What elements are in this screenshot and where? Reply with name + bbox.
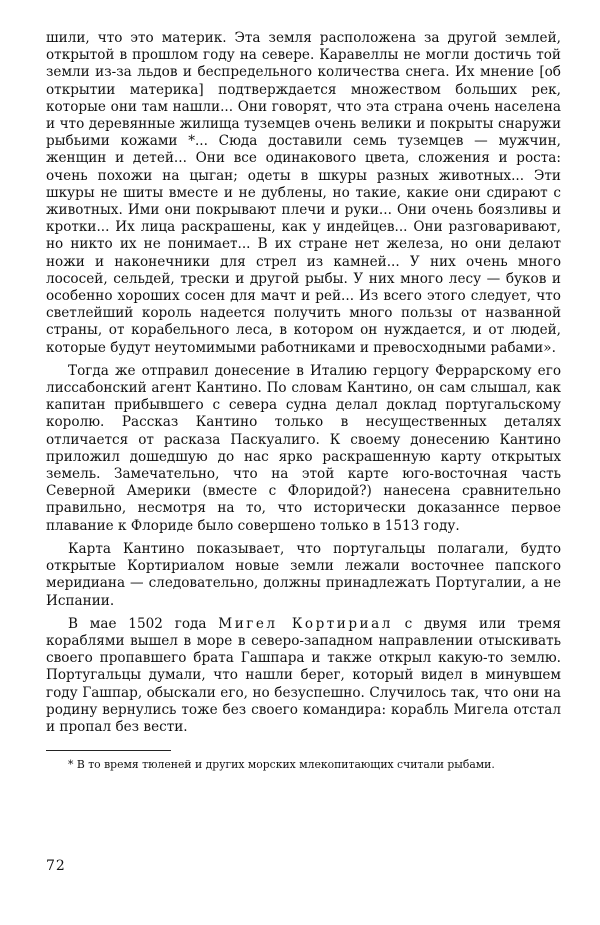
book-page <box>46 30 561 772</box>
paragraph-miguel-corte-real <box>46 616 561 736</box>
paragraph-lead-text: В мае 1502 года <box>68 615 207 632</box>
page-number: 72 <box>46 858 66 874</box>
footnote-divider <box>46 750 171 751</box>
paragraph-body-text: с двумя или тремя кораблями вышел в море в северо-западном направлении отыскивать своего пропавшего брата Гашпара и также открыл какую-то землю. Португальцы думали, что нашли берег, который видел в минувшем году Гашпар, обыскали его, но безуспешно. Случилось так, что они на родину вернулись тоже без своего командира: корабль Мигела отстал и пропал без вести. <box>46 615 561 735</box>
paragraph-pascualigo-quote: шили, что это материк. Эта земля расположена за другой землей, открытой в прошлом году на севере. Каравеллы не могли достичь той земли из-за льдов и беспредельного количества снега. Их мнение [об открытии материка] подтверждается множеством больших рек, которые они там нашли... Они говорят, что эта страна очень населена и что деревянные жилища туземцев очень велики и покрыты снаружи рыбьими кожами *... Сюда доставили семь туземцев — мужчин, женщин и детей... Они все одинакового цвета, сложения и роста: очень похожи на цыган; одеты в шкуры разных животных... Эти шкуры не шиты вместе и не дублены, но такие, какие они сдирают с животных. Ими они покрывают плечи и руки... Они очень боязливы и кротки... Их лица раскрашены, как у индейцев... Они разговаривают, но никто их не понимает... В их стране нет железа, но они делают ножи и наконечники для стрел из камней... У них очень много лососей, сельдей, трески и другой рыбы. У них много лесу — буков и особенно хороших сосен для мачт и рей... Из всего этого следует, что светлейший король надеется получить много пользы от названной страны, от корабельного леса, в котором он нуждается, и от людей, которые будут неутомимыми работниками и превосходными рабами». <box>46 30 561 356</box>
footnote: * В то время тюленей и других морских млекопитающих считали рыбами. <box>68 758 495 772</box>
paragraph-cantino-report: Тогда же отправил донесение в Италию герцогу Феррарскому его лиссабонский агент Кантино. По словам Кантино, он сам слышал, как капитан прибывшего с севера судна делал доклад португальскому королю. Рассказ Кантино только в несущественных деталях отличается от расказа Паскуалиго. К своему донесению Кантино приложил дошедшую до нас ярко раскрашенную карту открытых земель. Замечательно, что на этой карте юго-восточная часть Северной Америки (вместе с Флоридой?) нанесена сравнительно правильно, несмотря на то, что исторически доказаннсе первое плавание к Флориде было совершено только в 1513 году. <box>46 362 561 534</box>
paragraph-cantino-map: Карта Кантино показывает, что португальцы полагали, будто открытые Кортириалом новые земли лежали восточнее папского меридиана — следовательно, должны принадлежать Португалии, а не Испании. <box>46 540 561 609</box>
spaced-name-miguel-corte-real: Мигел Кортириал <box>218 615 393 632</box>
